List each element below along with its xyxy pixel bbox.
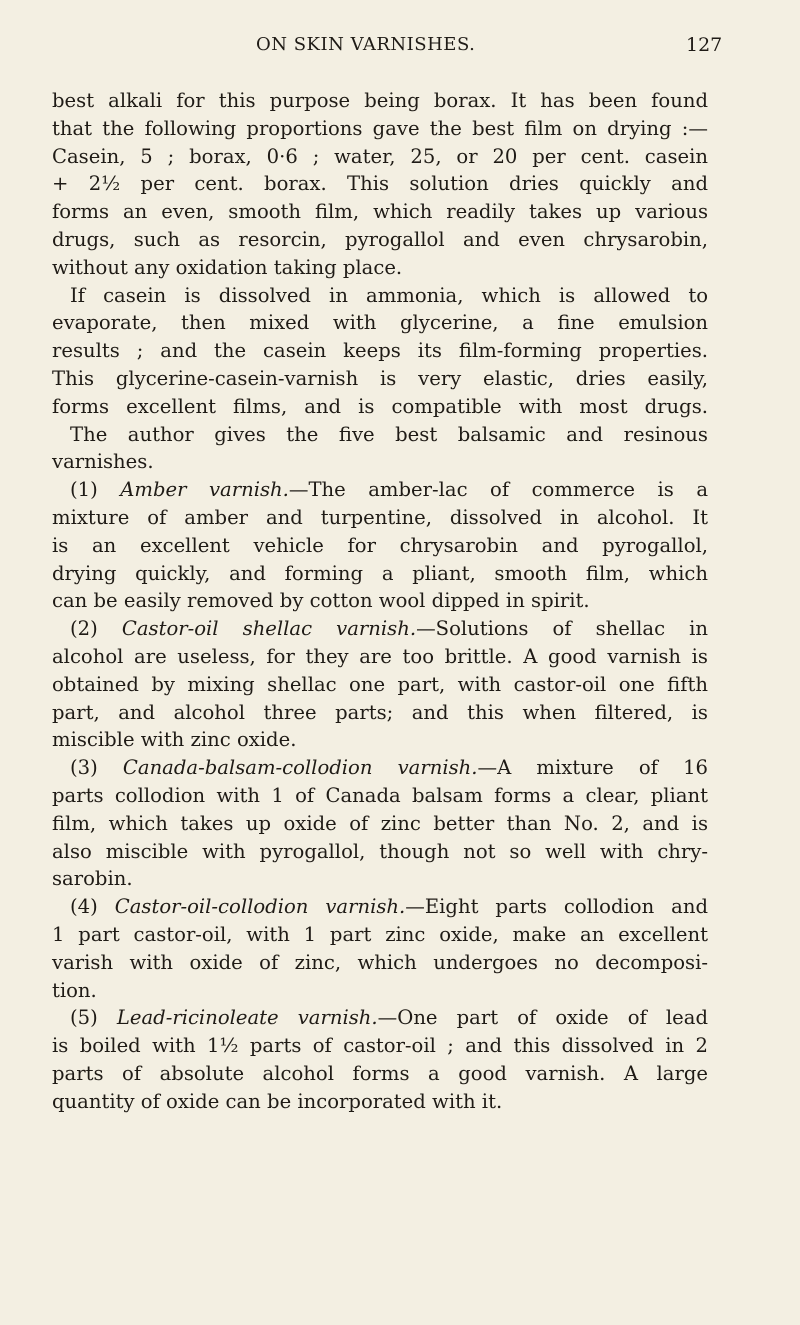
text-line: This glycerine-casein-varnish is very elastic, dries easily, xyxy=(52,366,708,390)
text-line: alcohol are useless, for they are too brittle. A good varnish is xyxy=(52,644,708,668)
varnish-title: Canada-balsam-collodion varnish. xyxy=(122,756,478,780)
text-line: is an excellent vehicle for chrysarobin and pyrogallol, xyxy=(52,533,708,557)
varnish-description: —The amber-lac of commerce is a xyxy=(288,478,708,502)
text-line: evaporate, then mixed with glycerine, a fine emulsion xyxy=(52,311,708,335)
varnish-title: Amber varnish. xyxy=(120,478,289,502)
text-line xyxy=(52,615,708,643)
text-line: + 2½ per cent. borax. This solution dries quickly and xyxy=(52,172,708,196)
text-line: results ; and the casein keeps its film-forming properties. xyxy=(52,339,708,363)
text-line: The author gives the five best balsamic and resinous xyxy=(70,422,708,446)
list-number: (1) xyxy=(70,478,121,502)
text-line: parts of absolute alcohol forms a good varnish. A large xyxy=(52,1061,708,1085)
text-line: obtained by mixing shellac one part, with castor-oil one fifth xyxy=(52,672,708,696)
text-line: also miscible with pyrogallol, though not so well with chry- xyxy=(52,839,708,863)
page-number: 127 xyxy=(686,34,723,56)
varnish-title: Castor-oil shellac varnish. xyxy=(121,617,417,641)
text-line: film, which takes up oxide of zinc better than No. 2, and is xyxy=(52,811,708,835)
varnish-description: —One part of oxide of lead xyxy=(377,1006,708,1030)
text-line: If casein is dissolved in ammonia, which is allowed to xyxy=(70,283,708,307)
text-line: miscible with zinc oxide. xyxy=(52,728,297,752)
text-line: sarobin. xyxy=(52,867,133,891)
list-number: (5) xyxy=(70,1006,117,1030)
page-header xyxy=(0,34,800,64)
text-line: varish with oxide of zinc, which undergoes no decomposi- xyxy=(52,950,708,974)
running-head: ON SKIN VARNISHES. xyxy=(256,34,476,55)
text-line: quantity of oxide can be incorporated with it. xyxy=(52,1089,503,1113)
text-line: can be easily removed by cotton wool dipped in spirit. xyxy=(52,589,590,613)
text-line xyxy=(52,476,708,504)
text-line: part, and alcohol three parts; and this when filtered, is xyxy=(52,700,708,724)
text-line: tion. xyxy=(52,978,97,1002)
list-number: (2) xyxy=(70,617,122,641)
text-line: forms excellent films, and is compatible with most drugs. xyxy=(52,394,708,418)
text-line: drugs, such as resorcin, pyrogallol and even chrysarobin, xyxy=(52,227,708,251)
varnish-description: —Eight parts collodion and xyxy=(405,895,709,919)
text-line: that the following proportions gave the best film on drying :— xyxy=(52,116,708,140)
varnish-description: —Solutions of shellac in xyxy=(416,617,709,641)
varnish-title: Castor-oil-collodion varnish. xyxy=(114,895,406,919)
text-line: without any oxidation taking place. xyxy=(52,255,403,279)
text-line xyxy=(52,754,708,782)
text-line: parts collodion with 1 of Canada balsam forms a clear, pliant xyxy=(52,783,708,807)
text-line: mixture of amber and turpentine, dissolved in alcohol. It xyxy=(52,505,708,529)
text-line: drying quickly, and forming a pliant, smooth film, which xyxy=(52,561,708,585)
text-line: is boiled with 1½ parts of castor-oil ; and this dissolved in 2 xyxy=(52,1034,708,1058)
body-text xyxy=(52,87,708,1115)
list-number: (4) xyxy=(70,895,115,919)
text-line: varnishes. xyxy=(52,450,154,474)
text-line: best alkali for this purpose being borax. It has been found xyxy=(52,89,708,112)
text-line: 1 part castor-oil, with 1 part zinc oxide, make an excellent xyxy=(52,922,708,946)
text-line: Casein, 5 ; borax, 0·6 ; water, 25, or 20 per cent. casein xyxy=(52,144,708,168)
text-line: forms an even, smooth film, which readily takes up various xyxy=(52,200,708,224)
text-line xyxy=(52,1004,708,1032)
list-number: (3) xyxy=(70,756,123,780)
varnish-title: Lead-ricinoleate varnish. xyxy=(116,1006,378,1030)
varnish-description: —A mixture of 16 xyxy=(477,756,708,780)
text-line xyxy=(52,893,708,921)
